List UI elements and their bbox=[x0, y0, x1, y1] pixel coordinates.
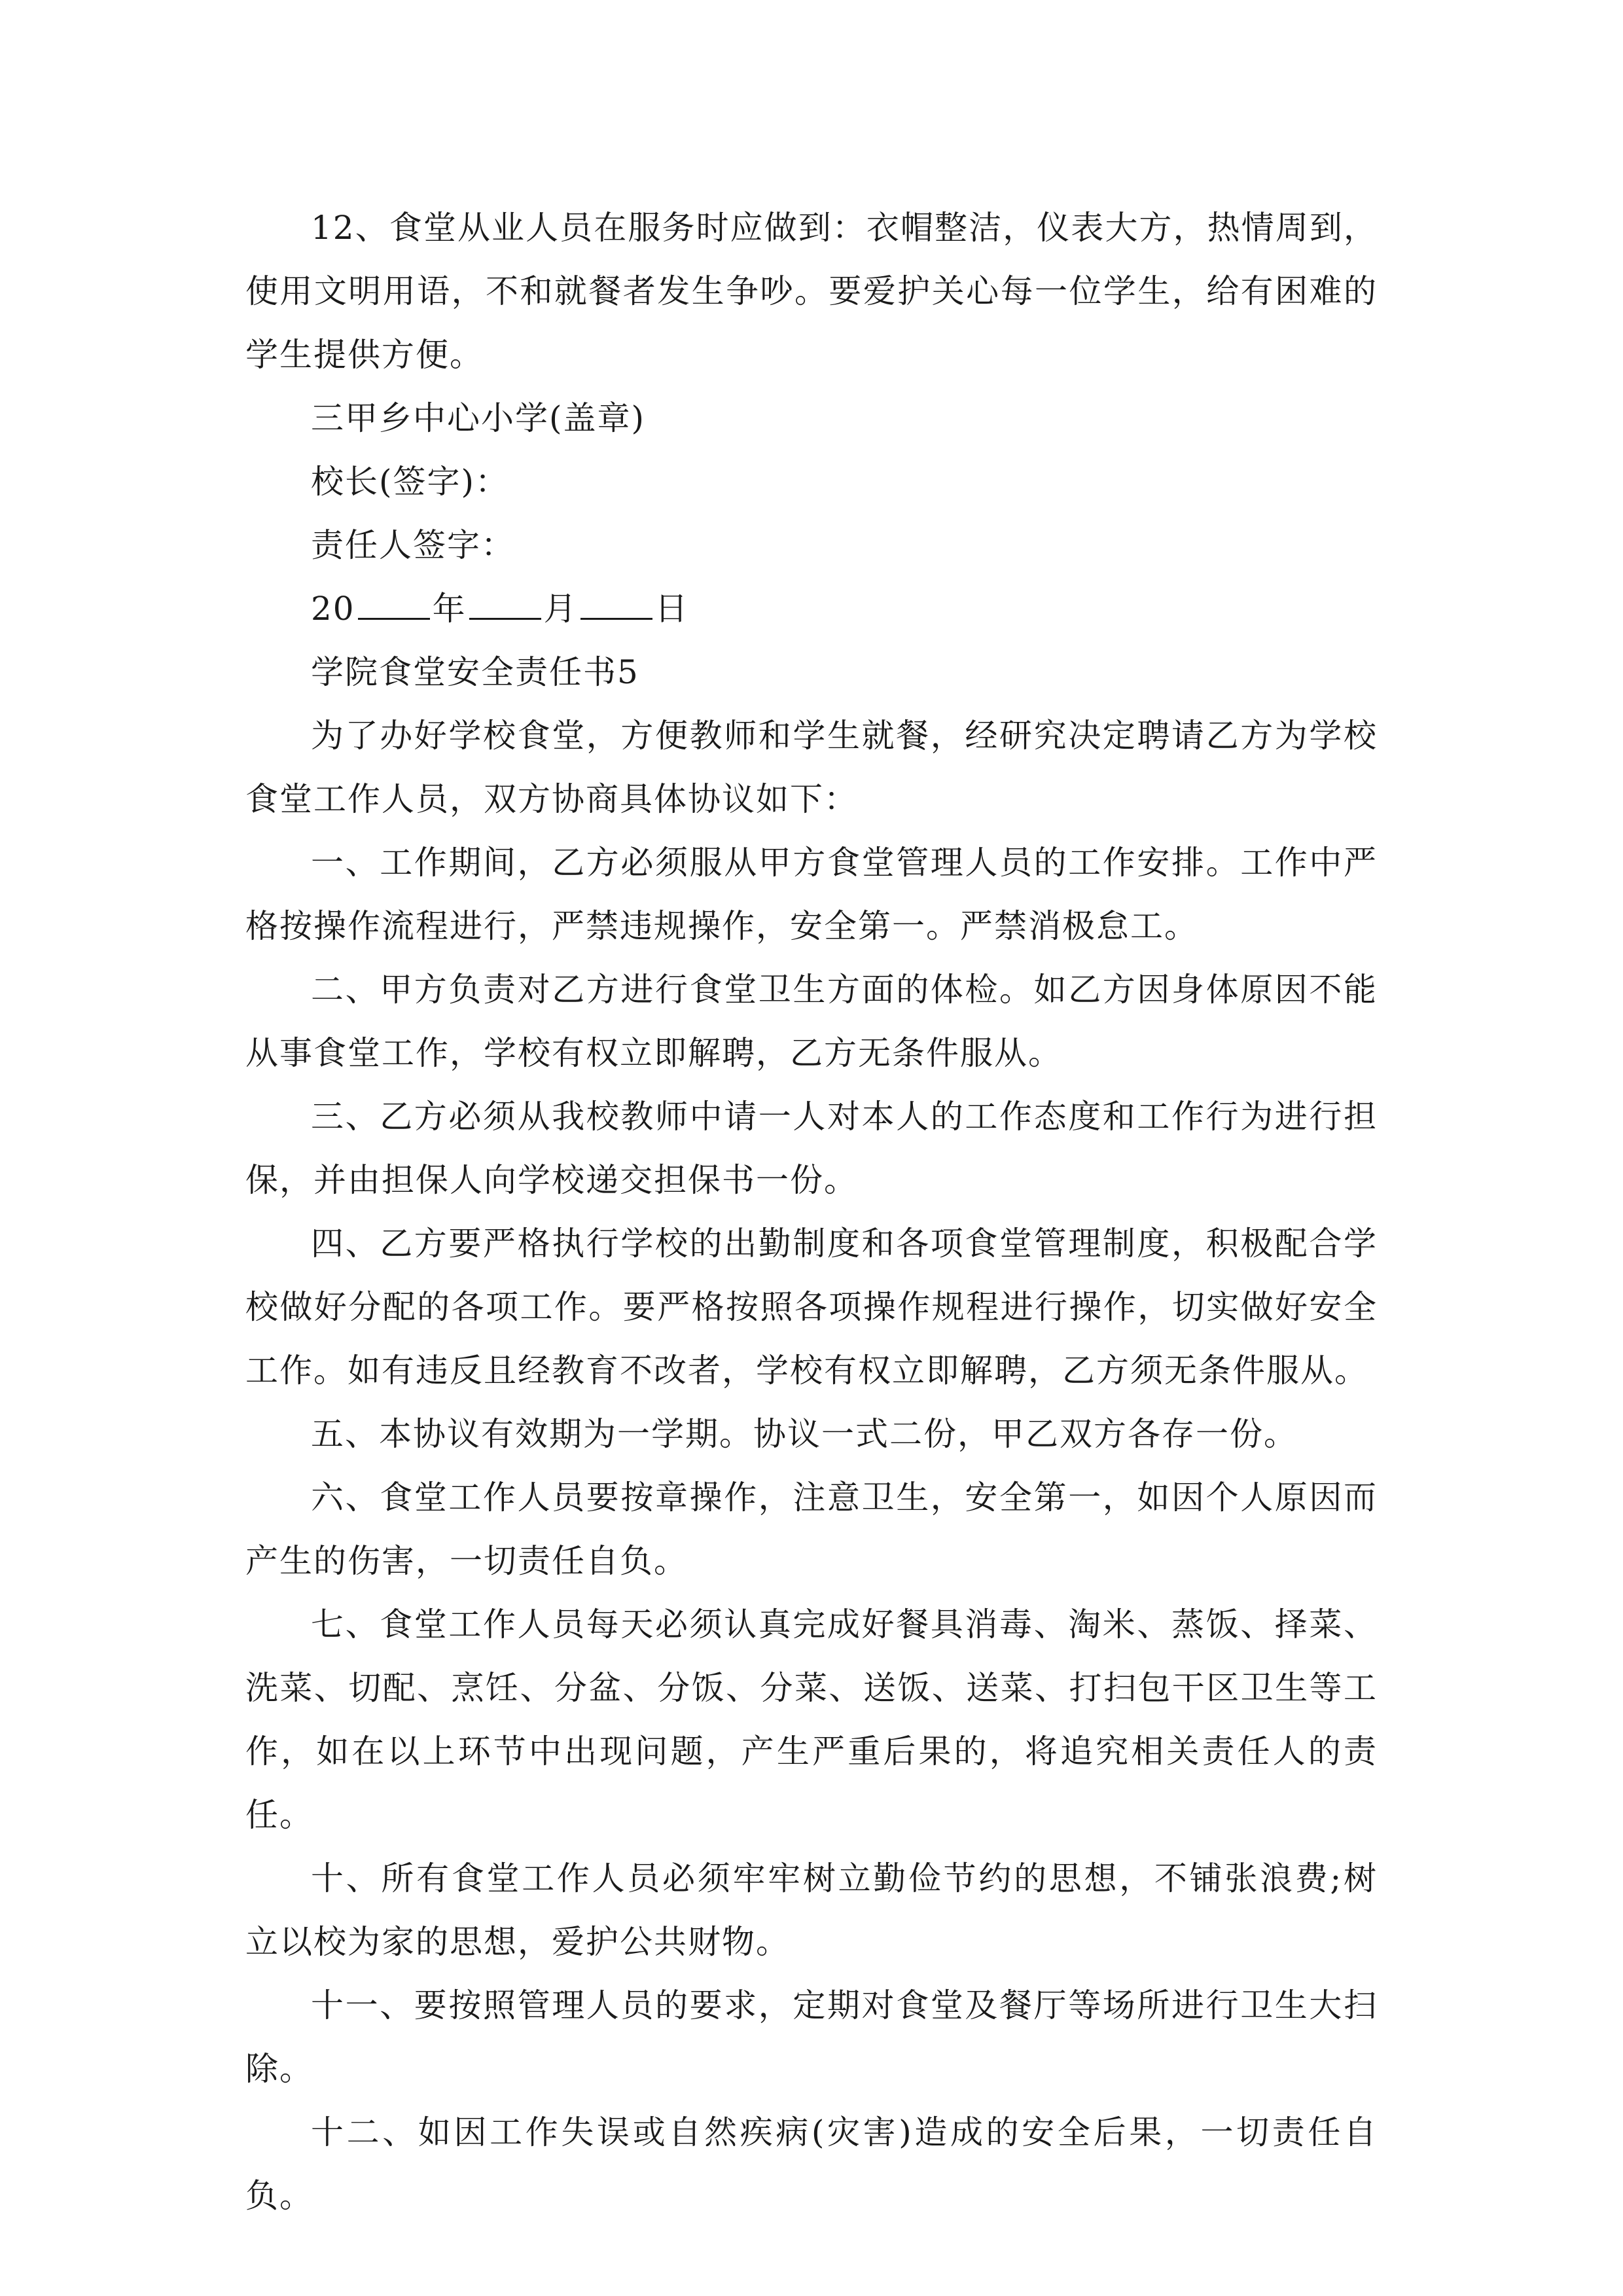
clause-11: 十一、要按照管理人员的要求，定期对食堂及餐厅等场所进行卫生大扫除。 bbox=[245, 1986, 1378, 2088]
clause-1: 一、工作期间，乙方必须服从甲方食堂管理人员的工作安排。工作中严格按操作流程进行，严禁违规操作，安全第一。严禁消极怠工。 bbox=[245, 844, 1378, 945]
clause-2: 二、甲方负责对乙方进行食堂卫生方面的体检。如乙方因身体原因不能从事食堂工作，学校有权立即解聘，乙方无条件服从。 bbox=[245, 971, 1378, 1072]
clause-10: 十、所有食堂工作人员必须牢牢树立勤俭节约的思想，不铺张浪费;树立以校为家的思想，爱护公共财物。 bbox=[245, 1859, 1378, 1961]
clause-3: 三、乙方必须从我校教师中请一人对本人的工作态度和工作行为进行担保，并由担保人向学校递交担保书一份。 bbox=[245, 1098, 1378, 1199]
year-blank bbox=[358, 592, 430, 620]
date-prefix: 20 bbox=[311, 590, 355, 628]
intro-paragraph: 为了办好学校食堂，方便教师和学生就餐，经研究决定聘请乙方为学校食堂工作人员，双方协商具体协议如下： bbox=[245, 717, 1378, 818]
clause-7: 七、食堂工作人员每天必须认真完成好餐具消毒、淘米、蒸饭、择菜、洗菜、切配、烹饪、分盆、分饭、分菜、送饭、送菜、打扫包干区卫生等工作，如在以上环节中出现问题，产生严重后果的，将追究相关责任人的责任。 bbox=[245, 1605, 1378, 1834]
clause-12: 十二、如因工作失误或自然疾病(灾害)造成的安全后果，一切责任自负。 bbox=[245, 2113, 1378, 2215]
document-page bbox=[245, 196, 1378, 2228]
date-year: 年 bbox=[432, 590, 467, 628]
date-day: 日 bbox=[654, 590, 689, 628]
clause-5: 五、本协议有效期为一学期。协议一式二份，甲乙双方各存一份。 bbox=[311, 1415, 1298, 1453]
clause-4: 四、乙方要严格执行学校的出勤制度和各项食堂管理制度，积极配合学校做好分配的各项工作。要严格按照各项操作规程进行操作，切实做好安全工作。如有违反且经教育不改者，学校有权立即解聘，乙方须无条件服从。 bbox=[245, 1225, 1378, 1390]
principal-signature-line: 校长(签字)： bbox=[311, 463, 510, 501]
school-seal-line: 三甲乡中心小学(盖章) bbox=[311, 399, 646, 437]
clause-6: 六、食堂工作人员要按章操作，注意卫生，安全第一，如因个人原因而产生的伤害，一切责任自负。 bbox=[245, 1479, 1378, 1580]
section-title: 学院食堂安全责任书5 bbox=[311, 653, 639, 691]
month-blank bbox=[469, 592, 541, 620]
date-month: 月 bbox=[543, 590, 578, 628]
opening-clause: 12、食堂从业人员在服务时应做到：衣帽整洁，仪表大方，热情周到，使用文明用语，不和就餐者发生争吵。要爱护关心每一位学生，给有困难的学生提供方便。 bbox=[245, 209, 1378, 374]
date-line bbox=[245, 577, 1378, 641]
responsible-signature-line: 责任人签字： bbox=[311, 526, 515, 564]
day-blank bbox=[580, 592, 652, 620]
